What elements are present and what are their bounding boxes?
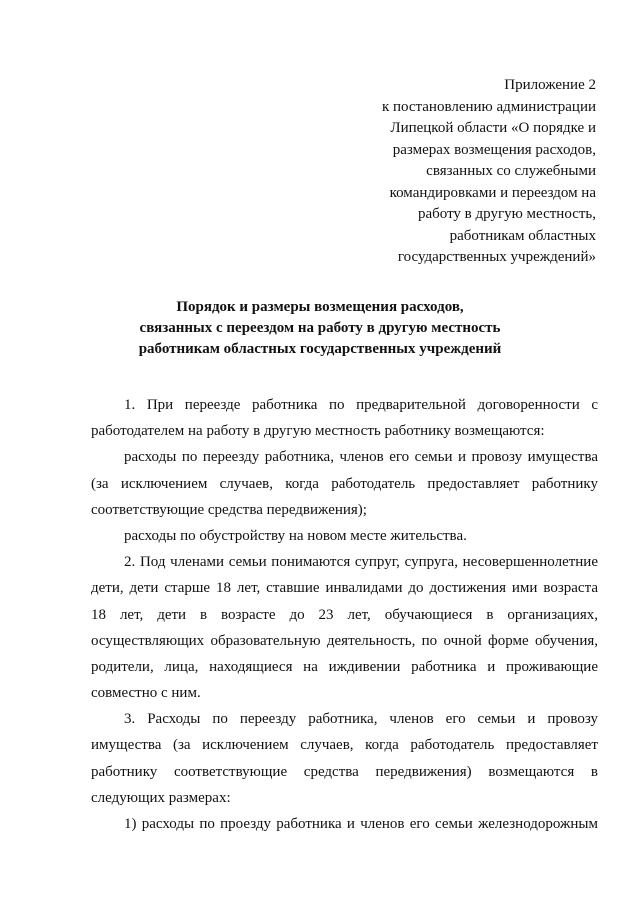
paragraph-3-line: следующих размерах: bbox=[91, 789, 231, 806]
paragraph-2-line: 2. Под членами семьи понимаются супруг, супруга, несовершеннолетние bbox=[124, 554, 598, 571]
paragraph-travel-line: соответствующие средства передвижения); bbox=[91, 501, 367, 518]
paragraph-travel-line: (за исключением случаев, когда работодатель предоставляет работнику bbox=[91, 475, 598, 492]
appendix-line: государственных учреждений» bbox=[397, 249, 596, 265]
document-body bbox=[91, 392, 598, 837]
paragraph-3-line: 3. Расходы по переезду работника, членов его семьи и провозу bbox=[124, 711, 598, 728]
title-line: связанных с переездом на работу в другую местность bbox=[139, 320, 501, 336]
subitem-1-line: 1) расходы по проезду работника и членов его семьи железнодорожным bbox=[124, 816, 598, 832]
appendix-line: работникам областных bbox=[449, 227, 596, 244]
paragraph-2-line: осуществляющих образовательную деятельность, по очной форме обучения, bbox=[91, 632, 598, 649]
appendix-line: работу в другую местность, bbox=[417, 206, 596, 222]
appendix-line: к постановлению администрации bbox=[381, 98, 596, 115]
document-title bbox=[60, 297, 580, 360]
paragraph-settling-line: расходы по обустройству на новом месте жительства. bbox=[124, 527, 467, 544]
paragraph-2-line: 18 лет, дети в возрасте до 23 лет, обучающиеся в организациях, bbox=[91, 606, 598, 623]
paragraph-3-line: имущества (за исключением случаев, когда работодатель предоставляет bbox=[91, 737, 598, 754]
appendix-header bbox=[316, 75, 596, 269]
paragraph-2-line: дети, дети старше 18 лет, ставшие инвалидами до достижения ими возраста bbox=[91, 580, 598, 597]
paragraph-travel-line: расходы по переезду работника, членов его семьи и провозу имущества bbox=[124, 449, 598, 466]
appendix-line: размерах возмещения расходов, bbox=[392, 141, 596, 158]
appendix-line: Приложение 2 bbox=[504, 77, 596, 93]
paragraph-2-line: совместно с ним. bbox=[91, 685, 201, 702]
paragraph-1-line: работодателем на работу в другую местность работнику возмещаются: bbox=[91, 423, 545, 440]
appendix-line: Липецкой области «О порядке и bbox=[390, 120, 596, 136]
title-line: Порядок и размеры возмещения расходов, bbox=[176, 299, 464, 315]
paragraph-1-line: 1. При переезде работника по предварительной договоренности с bbox=[124, 397, 598, 413]
appendix-line: командировками и переездом на bbox=[389, 184, 596, 201]
title-line: работникам областных государственных учреждений bbox=[138, 341, 502, 357]
paragraph-2-line: родители, лица, находящиеся на иждивении работника и проживающие bbox=[91, 658, 598, 675]
paragraph-3-line: работнику соответствующие средства передвижения) возмещаются в bbox=[91, 763, 598, 780]
appendix-line: связанных со служебными bbox=[426, 163, 596, 179]
